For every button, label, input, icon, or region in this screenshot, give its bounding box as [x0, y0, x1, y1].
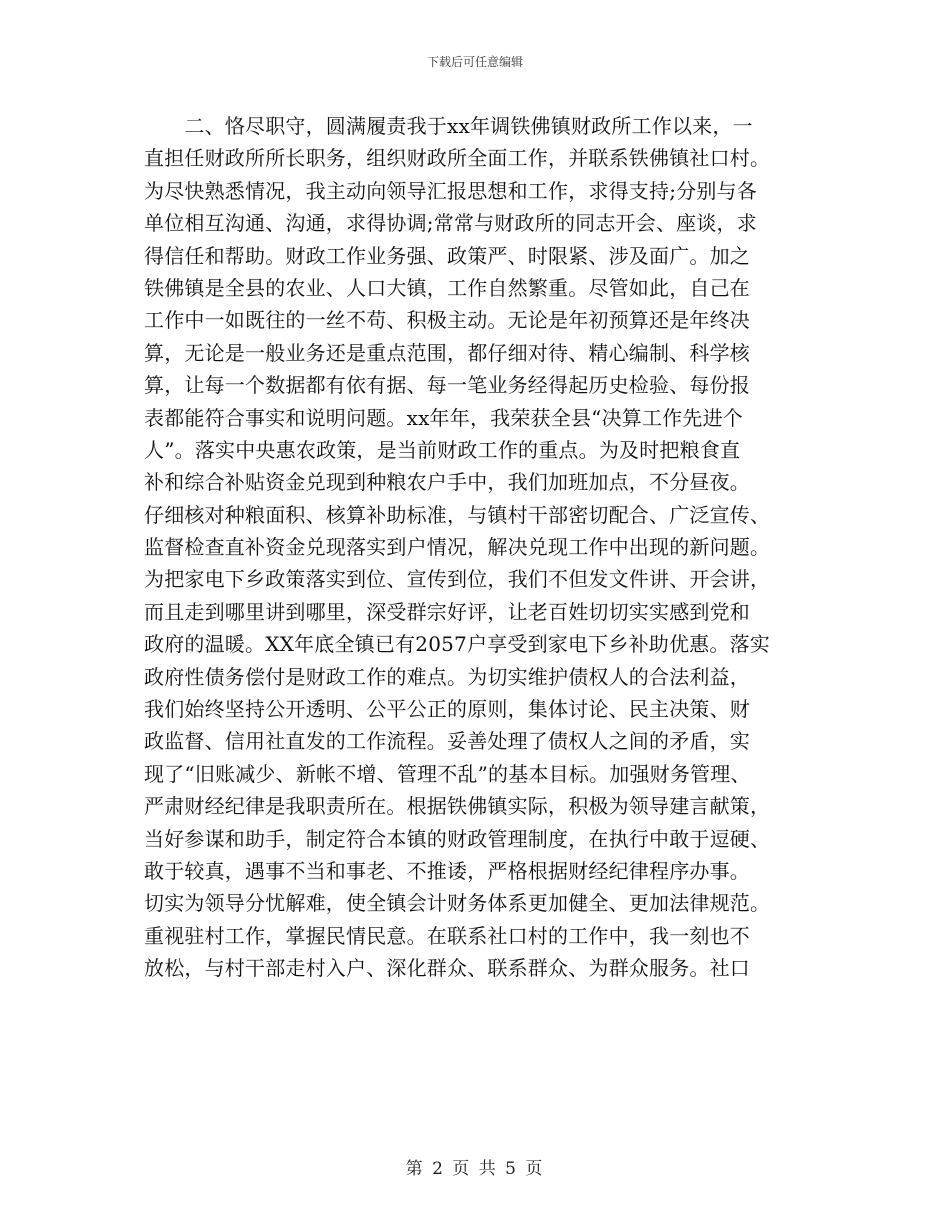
- page-number-footer: 第 2 页 共 5 页: [405, 1159, 545, 1179]
- text-line: 工作中一如既往的一丝不苟、积极主动。无论是年初预算还是年终决: [144, 308, 750, 333]
- document-body: [144, 110, 804, 985]
- text-line: 现了“旧账减少、新帐不增、管理不乱”的基本目标。加强财务管理、: [144, 761, 751, 786]
- text-line: 算，无论是一般业务还是重点范围，都仔细对待、精心编制、科学核: [144, 340, 750, 365]
- text-line: 为把家电下乡政策落实到位、宣传到位，我们不但发文件讲、开会讲，: [144, 567, 771, 592]
- text-line: 而且走到哪里讲到哪里，深受群宗好评，让老百姓切切实实感到党和: [144, 599, 750, 624]
- text-line: 仔细核对种粮面积、核算补助标准，与镇村干部密切配合、广泛宣传、: [144, 502, 771, 527]
- text-line: 当好参谋和助手，制定符合本镇的财政管理制度，在执行中敢于逗硬、: [144, 826, 771, 851]
- text-line: 单位相互沟通、沟通，求得协调;常常与财政所的同志开会、座谈，求: [144, 211, 757, 236]
- text-line: 为尽快熟悉情况，我主动向领导汇报思想和工作，求得支持;分别与各: [144, 178, 757, 203]
- text-line: 二、恪尽职守，圆满履责我于xx年调铁佛镇财政所工作以来，一: [144, 114, 753, 138]
- text-line: 政府性债务偿付是财政工作的难点。为切实维护债权人的合法利益，: [144, 664, 750, 689]
- text-line: 切实为领导分忧解难，使全镇会计财务体系更加健全、更加法律规范。: [144, 891, 771, 916]
- text-line: 敢于较真，遇事不当和事老、不推诿，严格根据财经纪律程序办事。: [144, 858, 750, 883]
- text-line: 严肃财经纪律是我职责所在。根据铁佛镇实际，积极为领导建言献策，: [144, 794, 771, 819]
- text-line: 我们始终坚持公开透明、公平公正的原则，集体讨论、民主决策、财: [144, 697, 750, 722]
- text-line: 人”。落实中央惠农政策，是当前财政工作的重点。为及时把粮食直: [144, 437, 741, 462]
- text-line: 算，让每一个数据都有依有据、每一笔业务经得起历史检验、每份报: [144, 373, 750, 398]
- text-line: 得信任和帮助。财政工作业务强、政策严、时限紧、涉及面广。加之: [144, 243, 750, 268]
- text-line: 表都能符合事实和说明问题。xx年年，我荣获全县“决算工作先进个: [144, 405, 743, 430]
- text-line: 直担任财政所所长职务，组织财政所全面工作，并联系铁佛镇社口村。: [144, 146, 771, 171]
- text-line: 放松，与村干部走村入户、深化群众、联系群众、为群众服务。社口: [144, 956, 750, 981]
- text-line: 政监督、信用社直发的工作流程。妥善处理了债权人之间的矛盾，实: [144, 729, 750, 754]
- text-line: 铁佛镇是全县的农业、人口大镇，工作自然繁重。尽管如此，自己在: [144, 275, 750, 300]
- text-line: 政府的温暖。XX年底全镇已有2057户享受到家电下乡补助优惠。落实: [144, 632, 770, 657]
- text-line: 补和综合补贴资金兑现到种粮农户手中，我们加班加点，不分昼夜。: [144, 470, 750, 495]
- text-line: 重视驻村工作，掌握民情民意。在联系社口村的工作中，我一刻也不: [144, 923, 750, 948]
- text-line: 监督检查直补资金兑现落实到户情况，解决兑现工作中出现的新问题。: [144, 535, 771, 560]
- page-header-note: 下载后可任意编辑: [426, 55, 523, 69]
